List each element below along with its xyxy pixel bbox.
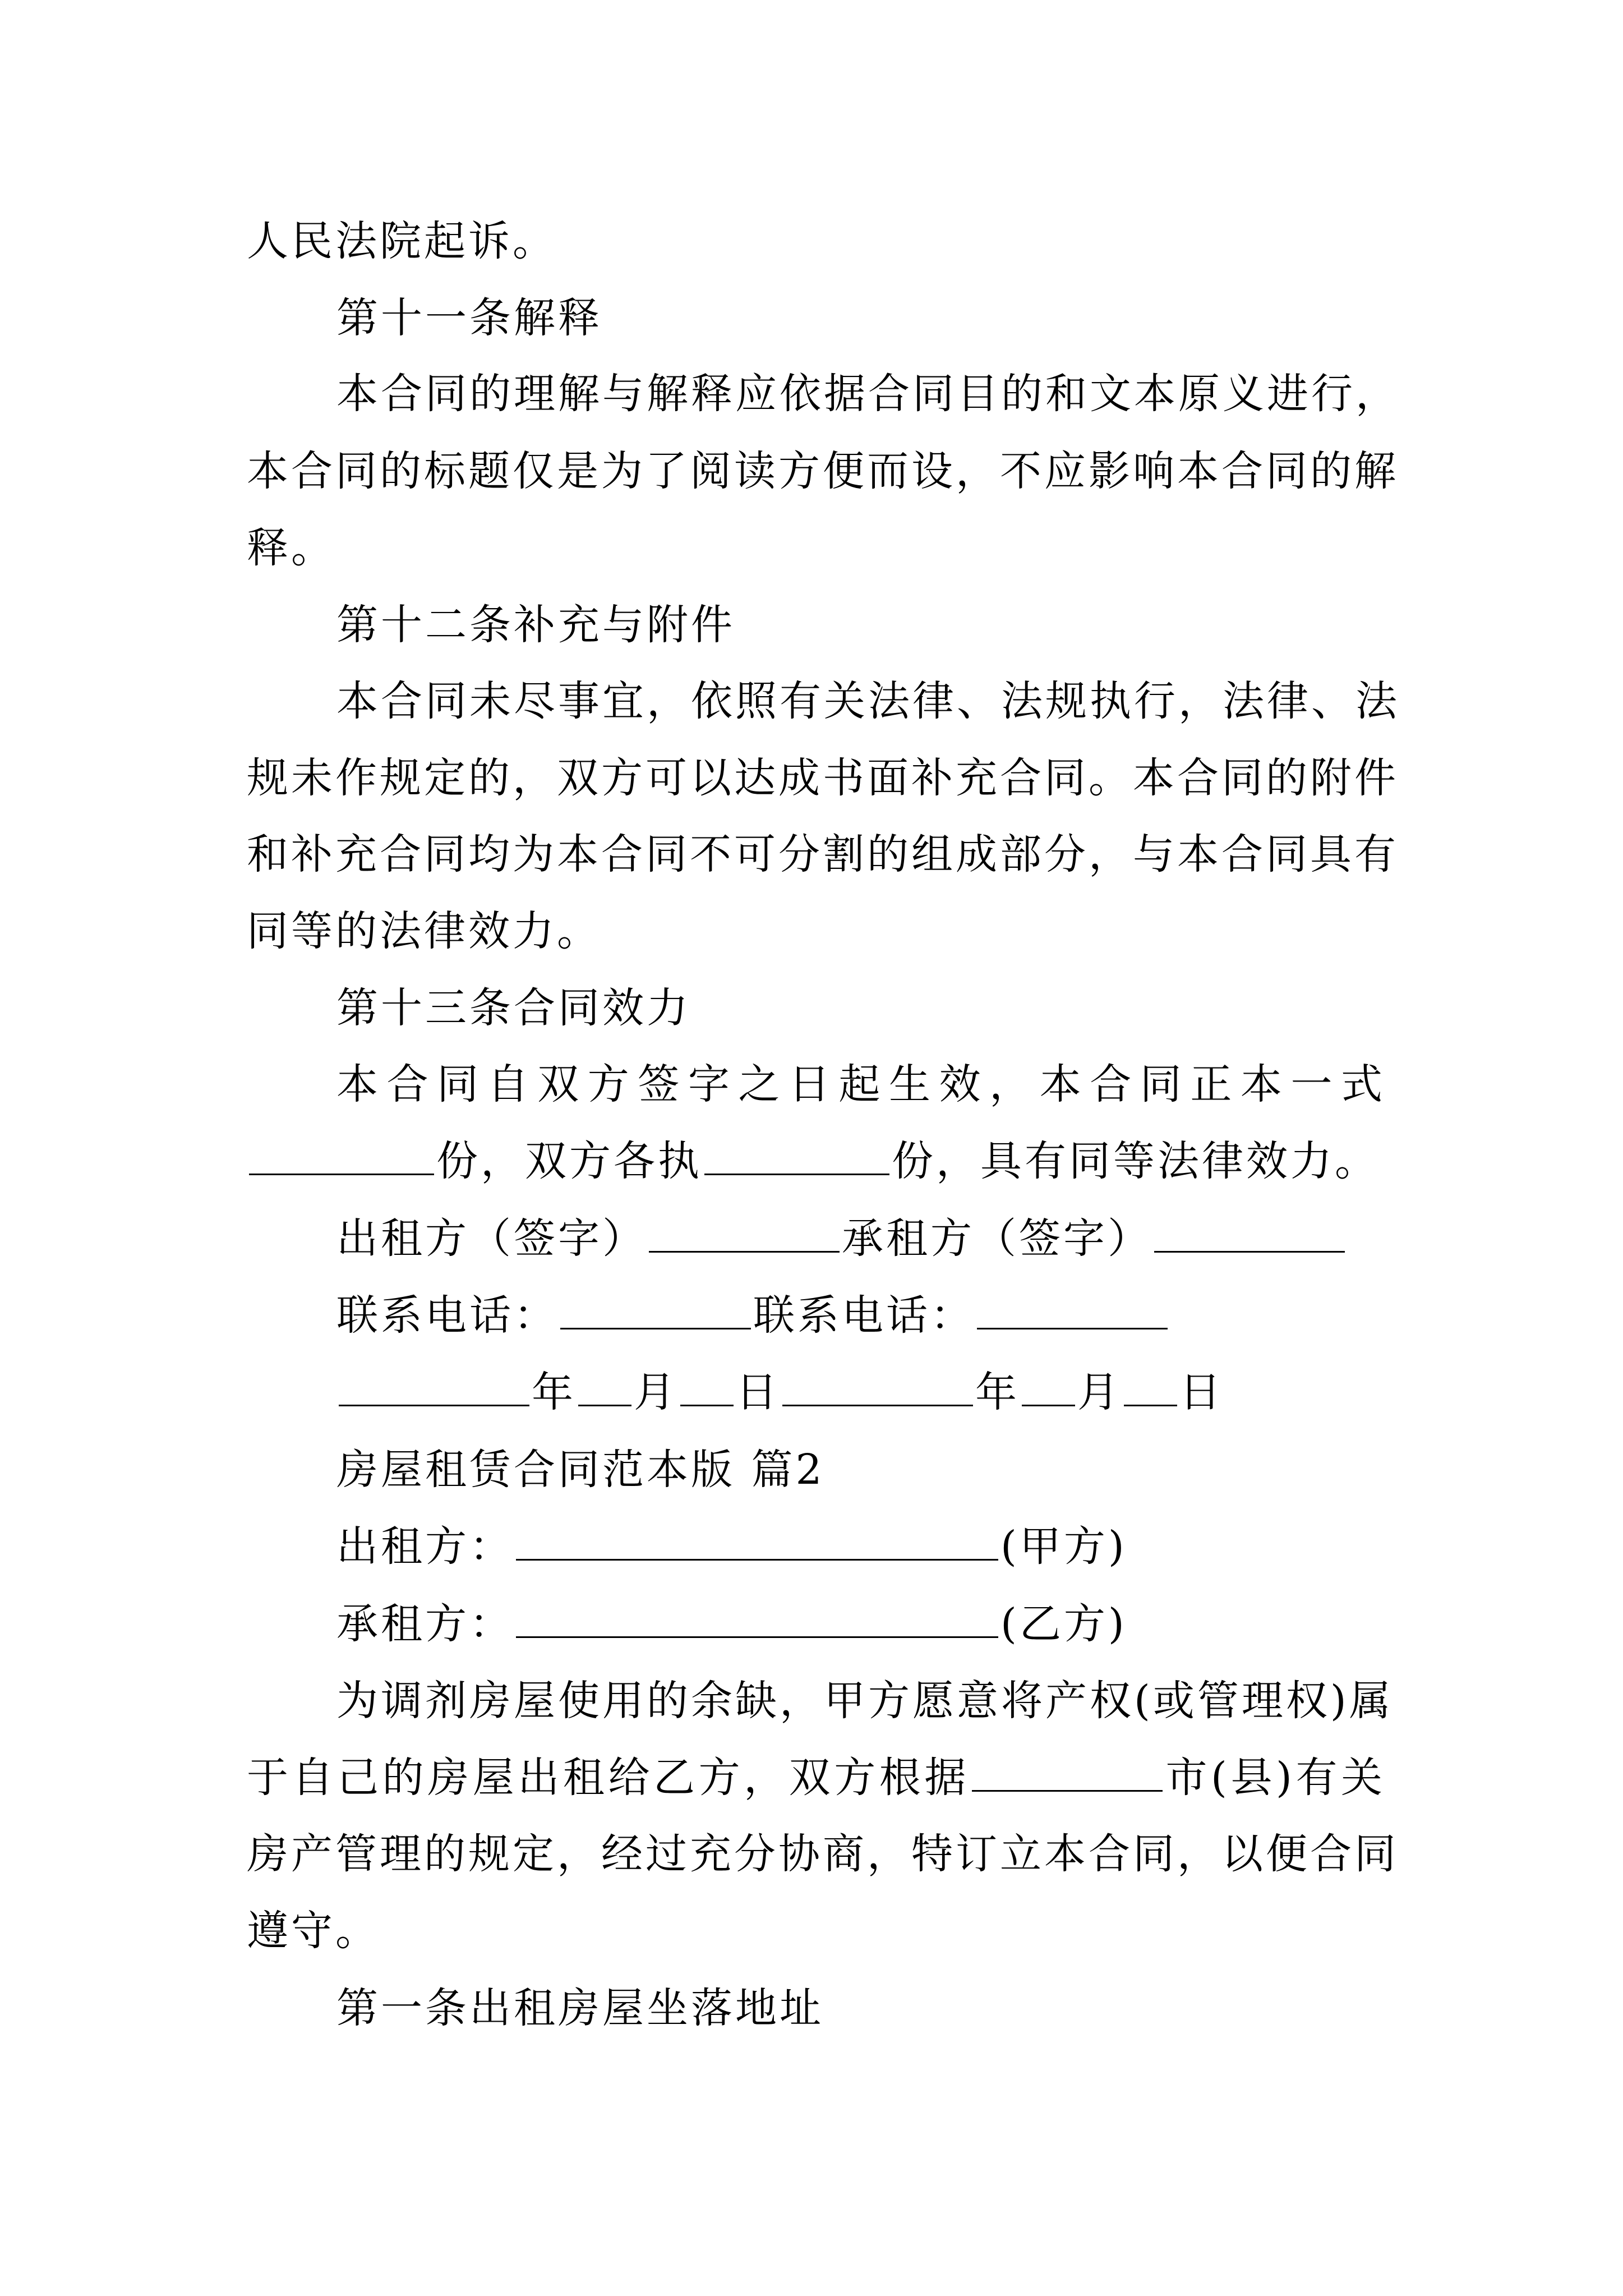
month-label: 月: [1077, 1368, 1122, 1416]
blank-field: [249, 1137, 434, 1175]
blank-field: [1124, 1368, 1177, 1406]
day-label: 日: [736, 1368, 780, 1416]
lessor-signature-label: 出租方（签字）: [336, 1214, 647, 1263]
article-1-title: 第一条出租房屋坐落地址: [336, 1984, 824, 2032]
lessor-line: [336, 1521, 1385, 1572]
year-label: 年: [532, 1368, 576, 1416]
blank-field: [560, 1291, 751, 1329]
blank-field: [680, 1368, 734, 1406]
date-line: [336, 1367, 1385, 1418]
blank-field: [977, 1291, 1168, 1329]
phone-label: 联系电话：: [336, 1291, 558, 1340]
blank-field: [516, 1599, 998, 1638]
year-label: 年: [975, 1368, 1020, 1416]
paragraph-line: [247, 1752, 1385, 1803]
lessee-signature-label: 承租方（签字）: [842, 1214, 1152, 1263]
blank-field: [782, 1368, 973, 1406]
paragraph-line: 本合同的标题仅是为了阅读方便而设，不应影响本合同的解: [247, 447, 1399, 495]
text-line: 人民法院起诉。: [247, 217, 557, 265]
paragraph-line: 和补充合同均为本合同不可分割的组成部分，与本合同具有: [247, 830, 1399, 878]
phone-line: [336, 1290, 1385, 1341]
blank-field: [704, 1137, 889, 1175]
day-label: 日: [1179, 1368, 1224, 1416]
blank-field: [1022, 1368, 1075, 1406]
lessee-label: 承租方：: [336, 1600, 514, 1648]
blank-field: [578, 1368, 631, 1406]
paragraph-line: 释。: [247, 524, 335, 572]
paragraph-line: 为调剂房屋使用的余缺，甲方愿意将产权(或管理权)属: [336, 1677, 1394, 1725]
paragraph-line: 本合同自双方签字之日起生效，本合同正本一式: [336, 1060, 1385, 1108]
article-12-title: 第十二条补充与附件: [336, 601, 735, 649]
paragraph-line: 遵守。: [247, 1907, 380, 1955]
lessee-line: [336, 1599, 1385, 1649]
lessor-suffix: (甲方): [1000, 1522, 1127, 1571]
paragraph-line: 同等的法律效力。: [247, 907, 601, 955]
paragraph-line: 规未作规定的，双方可以达成书面补充合同。本合同的附件: [247, 754, 1399, 802]
copies-text: 份，具有同等法律效力。: [892, 1137, 1379, 1185]
signature-line: [336, 1213, 1385, 1264]
blank-field: [1154, 1214, 1345, 1253]
lessee-suffix: (乙方): [1000, 1600, 1127, 1648]
paragraph-line: 房产管理的规定，经过充分协商，特订立本合同，以便合同: [247, 1830, 1399, 1878]
paragraph-line: 本合同的理解与解释应依据合同目的和文本原义进行，: [336, 370, 1400, 418]
paragraph-line: 本合同未尽事宜，依照有关法律、法规执行，法律、法: [336, 677, 1400, 725]
lessor-label: 出租方：: [336, 1522, 514, 1571]
phone-label: 联系电话：: [753, 1291, 975, 1340]
month-label: 月: [634, 1368, 678, 1416]
intro-text: 于自己的房屋出租给乙方，双方根据: [247, 1754, 970, 1802]
blank-field: [339, 1368, 529, 1406]
copies-line: [247, 1136, 1385, 1186]
article-13-title: 第十三条合同效力: [336, 984, 691, 1032]
blank-field: [972, 1753, 1163, 1792]
section-heading: 房屋租赁合同范本版 篇2: [336, 1446, 825, 1494]
article-11-title: 第十一条解释: [336, 294, 602, 342]
intro-text: 市(县)有关: [1164, 1754, 1386, 1802]
blank-field: [516, 1522, 998, 1561]
blank-field: [649, 1214, 840, 1253]
copies-text: 份，双方各执: [436, 1137, 702, 1185]
